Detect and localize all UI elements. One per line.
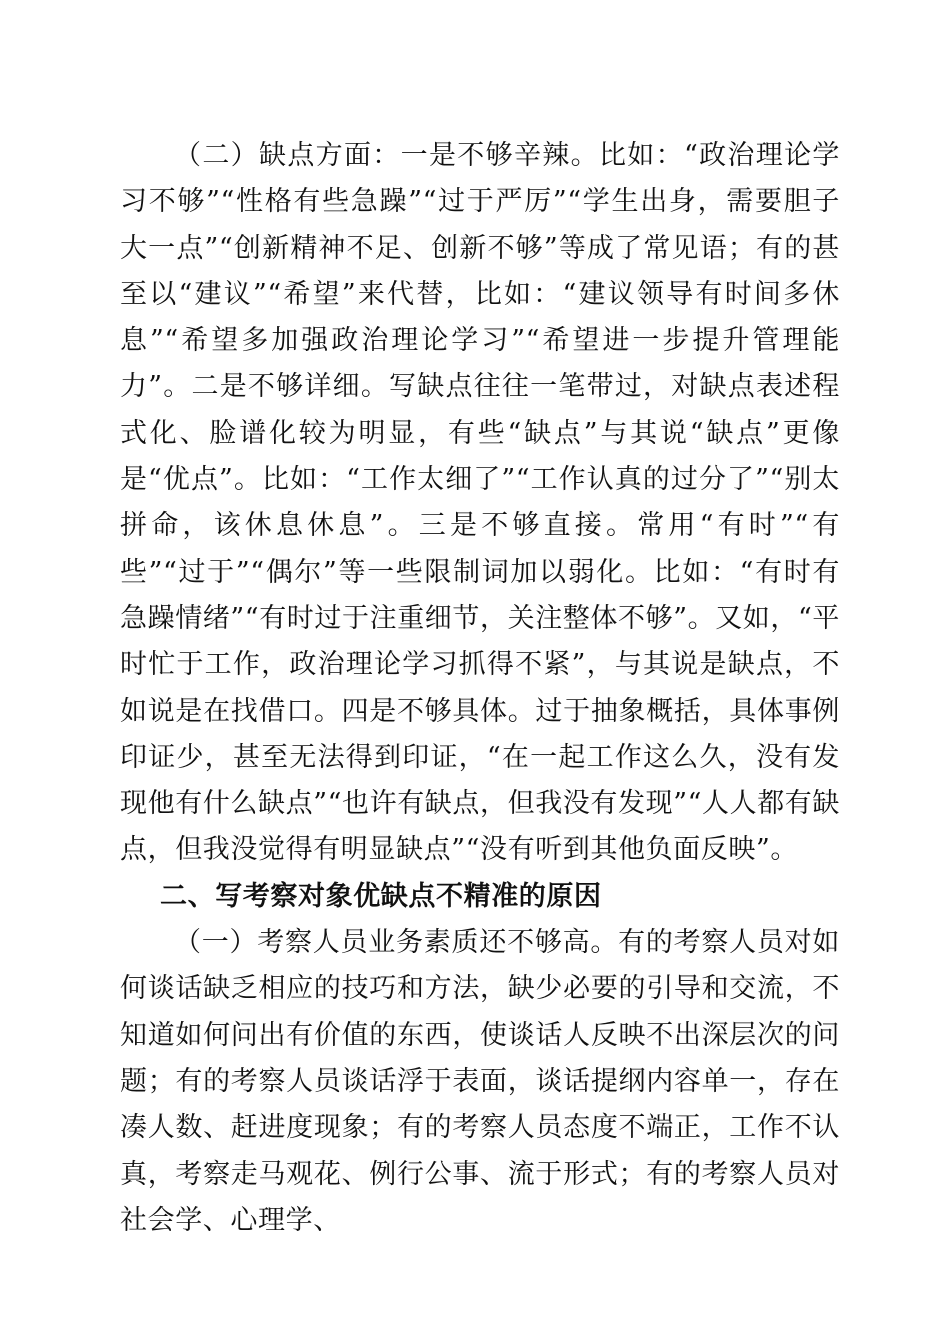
paragraph-inspector-quality: （一）考察人员业务素质还不够高。有的考察人员对如何谈话缺乏相应的技巧和方法，缺少必要的引导和交流，不知道如何问出有价值的东西，使谈话人反映不出深层次的问题；有的考察人员谈话浮于表面，谈话提纲内容单一，存在凑人数、赶进度现象；有的考察人员态度不端正，工作不认真，考察走马观花、例行公事、流于形式；有的考察人员对社会学、心理学、 <box>120 927 840 1236</box>
paragraph-shortcomings: （二）缺点方面：一是不够辛辣。比如：“政治理论学习不够”“性格有些急躁”“过于严厉”“学生出身，需要胆子大一点”“创新精神不足、创新不够”等成了常见语；有的甚至以“建议”“希望”来代替，比如：“建议领导有时间多休息”“希望多加强政治理论学习”“希望进一步提升管理能力”。二是不够详细。写缺点往往一笔带过，对缺点表述程式化、脸谱化较为明显，有些“缺点”与其说“缺点”更像是“优点”。比如：“工作太细了”“工作认真的过分了”“别太拼命，该休息休息”。三是不够直接。常用“有时”“有些”“过于”“偶尔”等一些限制词加以弱化。比如：“有时有急躁情绪”“有时过于注重细节，关注整体不够”。又如，“平时忙于工作，政治理论学习抓得不紧”，与其说是缺点，不如说是在找借口。四是不够具体。过于抽象概括，具体事例印证少，甚至无法得到印证，“在一起工作这么久，没有发现他有什么缺点”“也许有缺点，但我没有发现”“人人都有缺点，但我没觉得有明显缺点”“没有听到其他负面反映”。 <box>120 140 841 866</box>
document-body <box>120 133 840 1244</box>
section-heading-reasons: 二、写考察对象优缺点不精准的原因 <box>160 880 602 912</box>
